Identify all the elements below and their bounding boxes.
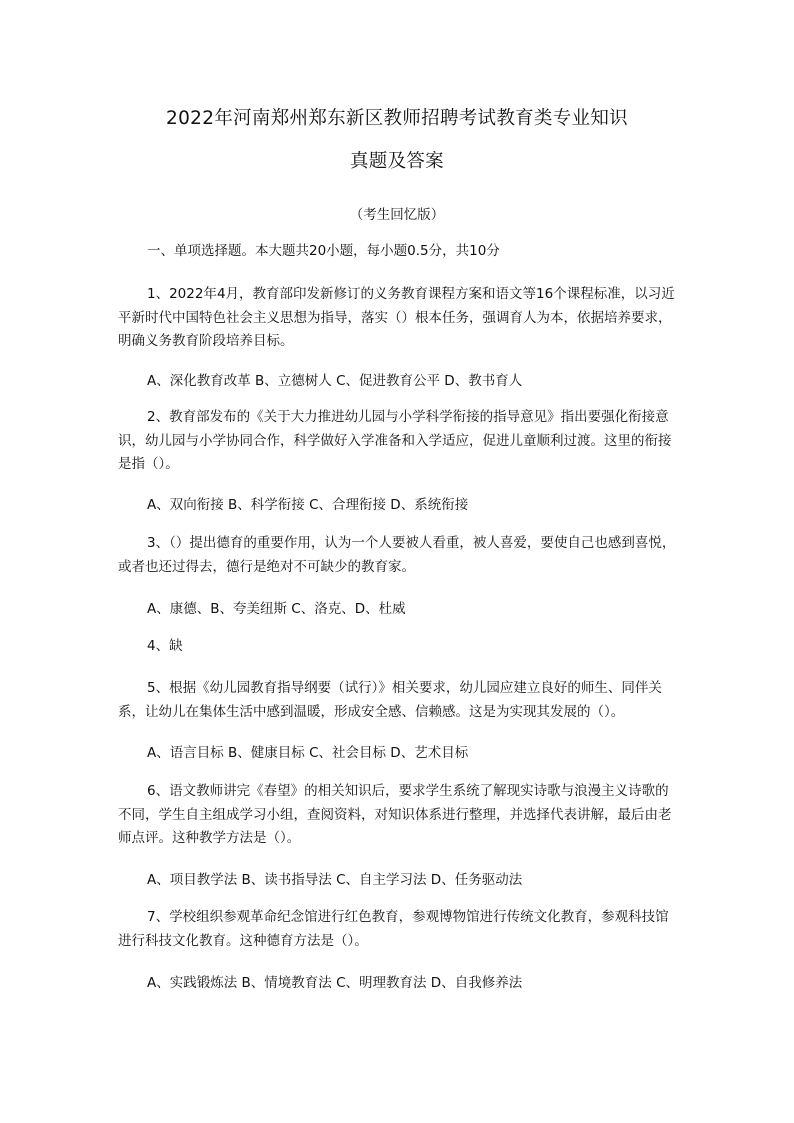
question-5-options: A、语言目标 B、健康目标 C、社会目标 D、艺术目标 <box>147 745 469 761</box>
question-3-options: A、康德、B、夸美纽斯 C、洛克、D、杜威 <box>147 601 406 617</box>
question-2-options: A、双向衔接 B、科学衔接 C、合理衔接 D、系统衔接 <box>147 497 469 513</box>
question-1: 1、2022年4月，教育部印发新修订的义务教育课程方案和语文等16个课程标准，以习近平新时代中国特色社会主义思想为指导，落实（）根本任务，强调育人为本，依据培养要求，明确义务教育阶段培养目标。 <box>118 286 675 349</box>
question-6: 6、语文教师讲完《春望》的相关知识后，要求学生系统了解现实诗歌与浪漫主义诗歌的不同，学生自主组成学习小组，查阅资料，对知识体系进行整理，并选择代表讲解，最后由老师点评。这种教学方法是（）。 <box>118 783 672 846</box>
question-6-options: A、项目教学法 B、读书指导法 C、自主学习法 D、任务驱动法 <box>147 872 523 888</box>
section-heading: 一、单项选择题。本大题共20小题，每小题0.5分，共10分 <box>147 243 500 259</box>
question-7: 7、学校组织参观革命纪念馆进行红色教育，参观博物馆进行传统文化教育，参观科技馆进行科技文化教育。这种德育方法是（）。 <box>118 909 669 949</box>
question-1-options: A、深化教育改革 B、立德树人 C、促进教育公平 D、教书育人 <box>147 373 523 389</box>
document-title-line2: 真题及答案 <box>349 151 444 172</box>
question-4: 4、缺 <box>147 638 183 654</box>
question-7-options: A、实践锻炼法 B、情境教育法 C、明理教育法 D、自我修养法 <box>147 975 523 991</box>
question-2: 2、教育部发布的《关于大力推进幼儿园与小学科学衔接的指导意见》指出要强化衔接意识，幼儿园与小学协同合作，科学做好入学准备和入学适应，促进儿童顺利过渡。这里的衔接是指（）。 <box>118 409 672 472</box>
document-subtitle: （考生回忆版） <box>349 207 445 223</box>
document-title-line1: 2022年河南郑州郑东新区教师招聘考试教育类专业知识 <box>166 108 628 129</box>
question-5: 5、根据《幼儿园教育指导纲要（试行）》相关要求，幼儿园应建立良好的师生、同伴关系，让幼儿在集体生活中感到温暖，形成安全感、信赖感。这是为实现其发展的（）。 <box>118 680 662 720</box>
question-3: 3、（）提出德育的重要作用，认为一个人要被人看重，被人喜爱，要使自己也感到喜悦，或者也还过得去，德行是绝对不可缺少的教育家。 <box>118 535 676 575</box>
